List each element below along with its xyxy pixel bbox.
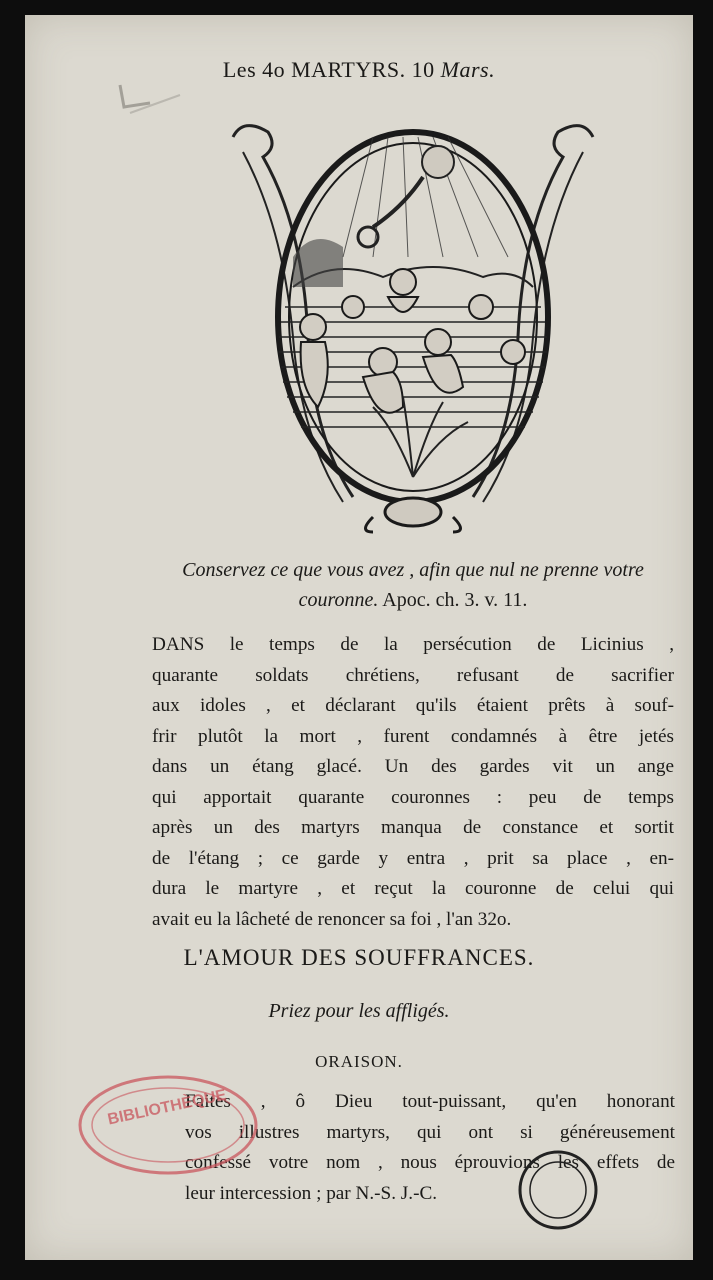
narrative-line: dans un étang glacé. Un des gardes vit un ange [152,756,674,777]
prayer-line: confessé votre nom , nous éprouvions les effets de [185,1152,675,1173]
scripture-quote [143,555,683,615]
archive-stamp [513,1145,603,1235]
stamp-text: BIBLIOTHÈQUE [106,1086,228,1129]
narrative-line: DANS le temps de la persécution de Licinius , [152,634,674,655]
page-title [25,57,693,83]
quote-reference: Apoc. ch. 3. v. 11. [382,589,528,611]
martyrs-engraving [223,107,603,537]
narrative-line: qui apportait quarante couronnes : peu de temps [152,786,674,808]
prayer-line: leur intercession ; par N.-S. J.-C. [185,1182,438,1204]
prayer-intention: Priez pour les affligés. [268,1000,450,1022]
title-month: Mars. [440,57,496,82]
narrative-line: aux idoles , et déclarant qu'ils étaient prêts à souf- [152,695,674,716]
prayer-line: Faites , ô Dieu tout-puissant, qu'en honorant [185,1091,675,1112]
oraison-heading: ORAISON. [315,1052,403,1071]
narrative-line: de l'étang ; ce garde y entra , prit sa place , en- [152,847,674,869]
quote-text: Conservez ce que vous avez , afin que nul ne prenne votre couronne. [182,559,644,611]
prayer-line: vos illustres martyrs, qui ont si généreusement [185,1121,675,1143]
title-date: 10 [411,57,435,82]
prayer-card [25,15,693,1260]
library-stamp [73,1070,263,1180]
martyrdom-narrative [152,630,674,935]
title-main: Les 4o MARTYRS. [222,57,406,82]
narrative-line: quarante soldats chrétiens, refusant de sacrifier [152,664,674,686]
narrative-line: dura le martyre , et reçut la couronne de celui qui [152,878,674,899]
section-title: L'AMOUR DES SOUFFRANCES. [183,945,535,970]
narrative-line: avait eu la lâcheté de renoncer sa foi , l'an 32o. [152,908,512,930]
pencil-mark [110,77,190,147]
narrative-line: frir plutôt la mort , furent condamnés à être jetés [152,725,674,747]
narrative-line: après un des martyrs manqua de constance et sortit [152,817,674,838]
